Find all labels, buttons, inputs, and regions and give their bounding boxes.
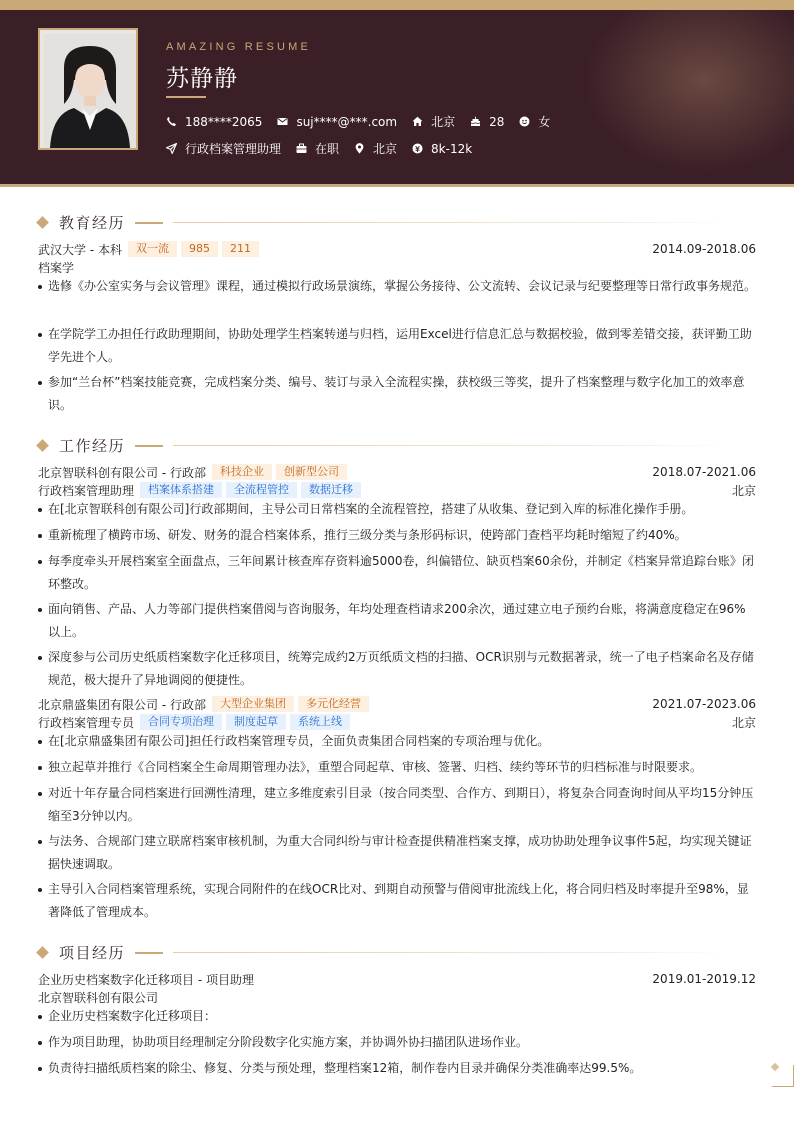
job-date: 2021.07-2023.06 [652, 697, 756, 711]
name-underline [166, 96, 206, 98]
section-diamond-icon [36, 216, 49, 229]
project-company-line [38, 989, 756, 1005]
role-tag: 全流程管控 [226, 482, 297, 498]
company-name: 北京鼎盛集团有限公司 - 行政部 [38, 697, 206, 712]
job-city: 北京 [731, 483, 756, 498]
list-item [38, 498, 756, 521]
section-rule [173, 952, 728, 953]
bullet-text: 参加“兰台杯”档案技能竞赛，完成档案分类、编号、装订与录入全流程实操，获校级三等奖，提升了档案整理与数字化加工的效率意识。 [48, 375, 745, 412]
major-text: 档案学 [38, 260, 75, 275]
project-header [38, 971, 756, 987]
home-icon [412, 116, 423, 127]
status-text: 在职 [315, 142, 340, 156]
list-item [38, 782, 756, 828]
candidate-name: 苏静静 [166, 66, 238, 92]
job-role: 行政档案管理专员 [38, 715, 135, 730]
location-pin-icon [354, 143, 365, 154]
job-intent-row [166, 140, 487, 157]
bullet-dot [38, 508, 42, 512]
bullet-text: 在学院学工办担任行政助理期间，协助处理学生档案转递与归档，运用Excel进行信息汇总与数据校验，做到零差错交接，获评勤工助学先进个人。 [48, 327, 752, 364]
list-item [38, 1005, 756, 1028]
phone-text: 188****2065 [185, 114, 263, 129]
role-tag: 制度起草 [226, 714, 286, 730]
list-item [38, 371, 756, 417]
role-tag: 合同专项治理 [140, 714, 222, 730]
bullet-dot [38, 333, 42, 337]
gender-text: 女 [538, 115, 551, 129]
bullet-text: 对近十年存量合同档案进行回溯性清理，建立多维度索引目录（按合同类型、合作方、到期日），将复杂合同查询时间从平均15分钟压缩至3分钟以内。 [48, 786, 754, 823]
list-item [38, 1057, 738, 1080]
school-tag: 985 [181, 241, 218, 257]
bullet-dot [38, 740, 42, 744]
role-tag: 数据迁移 [301, 482, 361, 498]
bullet-dot [38, 1067, 42, 1071]
section-underline [135, 445, 163, 447]
top-accent-bar [0, 0, 794, 10]
job-role-line [38, 714, 756, 730]
section-rule [173, 222, 728, 223]
section-title-text: 项目经历 [59, 944, 126, 962]
major-line [38, 259, 756, 275]
status-item [296, 140, 339, 157]
company-tag: 科技企业 [212, 464, 272, 480]
section-project [34, 942, 728, 963]
bullet-dot [38, 792, 42, 796]
role-tag: 系统上线 [290, 714, 350, 730]
project-company: 北京智联科创有限公司 [38, 990, 159, 1005]
job-role-line [38, 482, 756, 498]
project-title: 企业历史档案数字化迁移项目 - 项目助理 [38, 972, 254, 987]
profile-photo [38, 28, 138, 150]
list-item [38, 275, 756, 298]
bullet-dot [38, 381, 42, 385]
position-item [166, 140, 281, 157]
bullet-text: 在[北京智联科创有限公司]行政部期间，主导公司日常档案的全流程管控，搭建了从收集、登记到入库的标准化操作手册。 [48, 502, 694, 516]
bullet-text: 与法务、合规部门建立联席档案审核机制，为重大合同纠纷与审计检查提供精准档案支撑，成功协助处理争议事件5起，均实现关键证据快速调取。 [48, 834, 752, 871]
salary-text: 8k-12k [431, 141, 473, 156]
bullet-dot [38, 285, 42, 289]
hometown-item [412, 113, 455, 130]
list-item [38, 323, 756, 369]
city-text: 北京 [373, 142, 398, 156]
section-underline [135, 952, 163, 954]
bullet-text: 在[北京鼎盛集团有限公司]担任行政档案管理专员，全面负责集团合同档案的专项治理与优化。 [48, 734, 550, 748]
job-role: 行政档案管理助理 [38, 483, 135, 498]
list-item [38, 550, 756, 596]
header-bottom-line [0, 184, 794, 187]
bullet-dot [38, 608, 42, 612]
bullet-dot [38, 888, 42, 892]
list-item [38, 878, 756, 924]
brand-title: AMAZING RESUME [166, 41, 312, 53]
bullet-dot [38, 534, 42, 538]
section-rule [173, 445, 728, 446]
company-tag: 创新型公司 [276, 464, 347, 480]
gender-item [519, 113, 550, 130]
section-work [34, 435, 728, 456]
mail-icon [277, 116, 288, 127]
list-item [38, 524, 756, 547]
bullet-dot [38, 1041, 42, 1045]
contact-row [166, 113, 565, 130]
portrait-image [44, 34, 136, 148]
company-name: 北京智联科创有限公司 - 行政部 [38, 465, 206, 480]
list-item [38, 756, 756, 779]
bullet-dot [38, 1015, 42, 1019]
bullet-text: 选修《办公室实务与会议管理》课程，通过模拟行政场景演练，掌握公务接待、公文流转、会议记录与纪要整理等日常行政事务规范。 [48, 279, 757, 293]
bullet-text: 独立起草并推行《合同档案全生命周期管理办法》，重塑合同起草、审核、签署、归档、续约等环节的归档标准与时限要求。 [48, 760, 703, 774]
role-tag: 档案体系搭建 [140, 482, 222, 498]
bullet-text: 主导引入合同档案管理系统，实现合同附件的在线OCR比对、到期自动预警与借阅审批流线上化，将合同归档及时率提升至98%，显著降低了管理成本。 [48, 882, 749, 919]
list-item [38, 1031, 756, 1054]
education-date: 2014.09-2018.06 [652, 242, 756, 256]
bullet-text: 负责待扫描纸质档案的除尘、修复、分类与预处理，整理档案12箱，制作卷内目录并确保分类准确率达99.5%。 [48, 1061, 642, 1075]
header-glow [574, 10, 794, 180]
job-header [38, 696, 756, 712]
school-name: 武汉大学 - 本科 [38, 242, 122, 257]
section-title-text: 教育经历 [59, 214, 126, 232]
briefcase-icon [296, 143, 307, 154]
send-icon [166, 143, 177, 154]
education-header [38, 241, 756, 257]
email-text: suj****@***.com [296, 114, 398, 129]
company-tag: 多元化经营 [298, 696, 369, 712]
cake-icon [470, 116, 481, 127]
position-text: 行政档案管理助理 [185, 142, 282, 156]
school-tag: 双一流 [128, 241, 177, 257]
bullet-text: 每季度牵头开展档案室全面盘点，三年间累计核查库存资料逾5000卷，纠偏错位、缺页档案60余份，并制定《档案异常追踪台账》闭环整改。 [48, 554, 754, 591]
bullet-text: 面向销售、产品、人力等部门提供档案借阅与咨询服务，年均处理查档请求200余次，通过建立电子预约台账，将满意度稳定在96%以上。 [48, 602, 746, 639]
bullet-dot [38, 840, 42, 844]
section-education [34, 212, 728, 233]
section-title-text: 工作经历 [59, 437, 126, 455]
bullet-dot [38, 656, 42, 660]
resume-header [0, 10, 794, 186]
age-item [470, 115, 504, 129]
hometown-text: 北京 [431, 115, 456, 129]
company-tag: 大型企业集团 [212, 696, 294, 712]
bullet-text: 深度参与公司历史纸质档案数字化迁移项目，统筹完成约2万页纸质文档的扫描、OCR识别与元数据著录，统一了电子档案命名及存储规范，极大提升了异地调阅的便捷性。 [48, 650, 754, 687]
list-item [38, 830, 756, 876]
project-date: 2019.01-2019.12 [652, 972, 756, 986]
section-diamond-icon [36, 946, 49, 959]
section-underline [135, 222, 163, 224]
job-header [38, 464, 756, 480]
job-city: 北京 [731, 715, 756, 730]
gender-icon [519, 116, 530, 127]
list-item [38, 646, 756, 692]
city-item [354, 140, 397, 157]
age-text: 28 [489, 114, 505, 129]
bullet-dot [38, 766, 42, 770]
section-diamond-icon [36, 439, 49, 452]
phone-item[interactable] [166, 115, 262, 129]
bullet-dot [38, 560, 42, 564]
money-icon [412, 143, 423, 154]
phone-icon [166, 116, 177, 127]
bullet-text: 作为项目助理，协助项目经理制定分阶段数字化实施方案，并协调外协扫描团队进场作业。 [48, 1035, 529, 1049]
school-tag: 211 [222, 241, 259, 257]
list-item [38, 730, 756, 753]
bullet-text: 重新梳理了横跨市场、研发、财务的混合档案体系，推行三级分类与条形码标识，使跨部门查档平均耗时缩短了约40%。 [48, 528, 687, 542]
bullet-text: 企业历史档案数字化迁移项目： [48, 1009, 217, 1023]
salary-item [412, 142, 472, 156]
email-item[interactable] [277, 115, 397, 129]
job-date: 2018.07-2021.06 [652, 465, 756, 479]
list-item [38, 598, 756, 644]
